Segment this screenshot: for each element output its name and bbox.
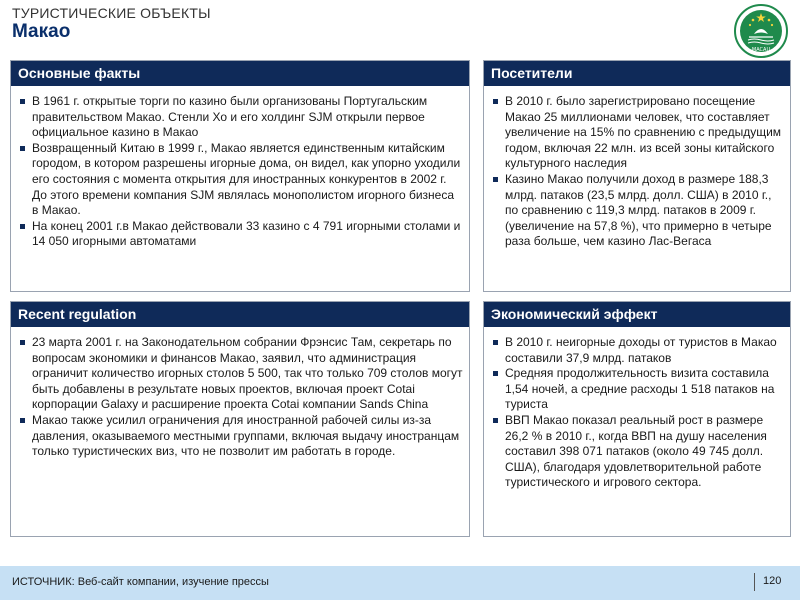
- visitors-list: [492, 94, 784, 250]
- visitors-panel-body: [484, 86, 790, 291]
- list-item: Казино Макао получили доход в размере 188,3 млрд. патаков (23,5 млрд. долл. США) в 2010 г., по сравнению с 119,3 млрд. патаков в 2009 г. (увеличение на 57,8 %), что примерно в четыре раза больше, чем казино Лас-Вегаса: [492, 172, 784, 250]
- footer-bar: [0, 566, 800, 600]
- economic-list: [492, 335, 784, 491]
- list-item: 23 марта 2001 г. на Законодательном собрании Фрэнсис Там, секретарь по вопросам экономики и финансов Макао, заявил, что администрация ограничит количество игорных столов 5 500, так что только 709 столов могут быть добавлены в результате новых проектов, включая проект Cotai корпорации Galaxy и расширение проекта Cotai компании Sands China: [19, 335, 463, 413]
- regulation-panel-body: [11, 327, 469, 536]
- page-number-divider: [754, 573, 755, 591]
- list-item: На конец 2001 г.в Макао действовали 33 казино с 4 791 игорными столами и 14 050 игорными автоматами: [19, 219, 463, 250]
- list-item: В 2010 г. неигорные доходы от туристов в Макао составили 37,9 млрд. патаков: [492, 335, 784, 366]
- source-note: ИСТОЧНИК: Веб-сайт компании, изучение прессы: [12, 576, 269, 588]
- list-item: Средняя продолжительность визита составила 1,54 ночей, а средние расходы 1 518 патаков на туриста: [492, 366, 784, 413]
- list-item: Возвращенный Китаю в 1999 г., Макао является единственным китайским городом, в котором разрешены игорные дома, он видел, как упорно уходили его состояния с момента открытия для иностранных конкурентов в 2002 г. До этого времени компания SJM являлась монополистом игорного бизнеса в Макао.: [19, 141, 463, 219]
- regulation-list: [19, 335, 463, 460]
- macau-emblem-icon: [734, 4, 788, 58]
- economic-panel: [483, 301, 791, 537]
- page-title: Макао: [12, 21, 71, 42]
- facts-panel-body: [11, 86, 469, 291]
- economic-panel-body: [484, 327, 790, 536]
- page-number: 120: [763, 575, 782, 587]
- facts-panel: [10, 60, 470, 292]
- list-item: Макао также усилил ограничения для иностранной рабочей силы из-за давления, оказываемого местными группами, включая выдачу иностранцам только туристических виз, что не позволит им работать в городе.: [19, 413, 463, 460]
- facts-panel-title: Основные факты: [11, 61, 469, 86]
- regulation-panel-title: Recent regulation: [11, 302, 469, 327]
- regulation-panel: [10, 301, 470, 537]
- facts-list: [19, 94, 463, 250]
- list-item: В 2010 г. было зарегистрировано посещение Макао 25 миллионами человек, что составляет увеличение на 15% по сравнению с предыдущим годом, включая 22 млн. из всей зоны китайского культурного наследия: [492, 94, 784, 172]
- visitors-panel-title: Посетители: [484, 61, 790, 86]
- emblem-caption: MACAU: [751, 47, 771, 53]
- economic-panel-title: Экономический эффект: [484, 302, 790, 327]
- list-item: ВВП Макао показал реальный рост в размере 26,2 % в 2010 г., когда ВВП на душу населения составил 398 071 патаков (около 49 745 долл. США), благодаря удовлетворительной работе туристического и игрового сектора.: [492, 413, 784, 491]
- visitors-panel: [483, 60, 791, 292]
- page-supertitle: ТУРИСТИЧЕСКИЕ ОБЪЕКТЫ: [12, 5, 211, 21]
- list-item: В 1961 г. открытые торги по казино были организованы Португальским правительством Макао. Стенли Хо и его холдинг SJM открыли первое официальное казино в Макао: [19, 94, 463, 141]
